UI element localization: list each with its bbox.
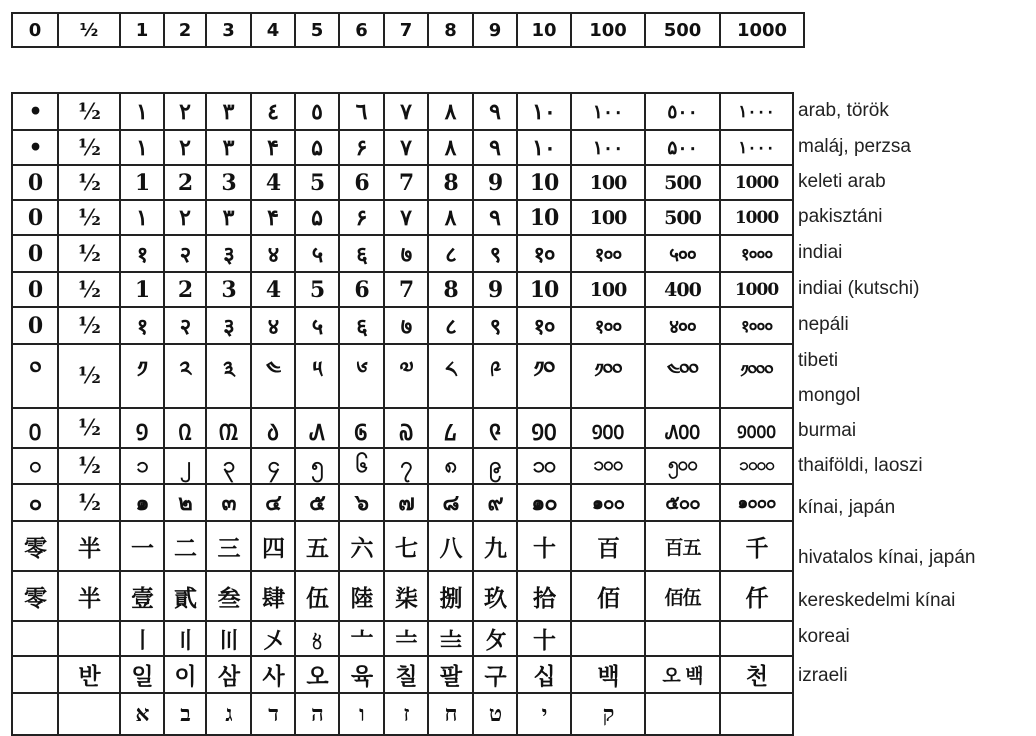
row-label: pakisztáni: [798, 205, 883, 227]
numeral-cell: 2: [164, 272, 206, 307]
numeral-cell: 七: [384, 521, 428, 571]
numeral-cell: 9: [473, 165, 517, 200]
row-label: arab, török: [798, 99, 889, 121]
numeral-cell: ๑๐๐๐: [720, 484, 793, 521]
numeral-cell: ג: [206, 693, 251, 735]
numeral-cell: 〨: [428, 621, 473, 656]
numeral-cell: ५: [295, 307, 339, 344]
numeral-row: [12, 165, 793, 200]
numeral-cell: ٦: [339, 93, 384, 130]
numeral-cell: ½: [58, 93, 120, 130]
row-label: hivatalos kínai, japán: [798, 547, 976, 568]
header-cell: 100: [571, 13, 645, 47]
numeral-cell: [12, 621, 58, 656]
numeral-cell: ၅: [295, 448, 339, 484]
header-cell: 1000: [720, 13, 804, 47]
row-label: indiai (kutschi): [798, 277, 920, 299]
numeral-cell: 100: [571, 200, 645, 235]
numeral-cell: 8: [428, 272, 473, 307]
numeral-cell: 一: [120, 521, 164, 571]
numeral-cell: [58, 693, 120, 735]
numeral-cell: ༤༠༠: [645, 344, 720, 408]
numeral-cell: ١: [120, 200, 164, 235]
numeral-cell: ٢: [164, 93, 206, 130]
numeral-cell: ၈: [428, 448, 473, 484]
numeral-cell: ½: [58, 235, 120, 272]
numeral-row: [12, 307, 793, 344]
numeral-cell: 零: [12, 521, 58, 571]
numeral-cell: ༧: [384, 344, 428, 408]
row-label: kereskedelmi kínai: [798, 589, 956, 611]
numeral-cell: 7: [384, 272, 428, 307]
numeral-cell: 佰: [571, 571, 645, 621]
numeral-cell: ᠔: [251, 408, 295, 448]
numeral-cell: ७: [384, 235, 428, 272]
numeral-cell: ๙: [473, 484, 517, 521]
numeral-cell: ༡༠: [517, 344, 571, 408]
row-label: kínai, japán: [798, 497, 896, 518]
numeral-cell: 柒: [384, 571, 428, 621]
numeral-cell: ५: [295, 235, 339, 272]
numeral-cell: 十: [517, 621, 571, 656]
numeral-cell: ١٠٠٠: [720, 130, 793, 165]
numeral-cell: ᠕᠐᠐: [645, 408, 720, 448]
numeral-cell: ٨: [428, 200, 473, 235]
numeral-cell: ½: [58, 165, 120, 200]
numeral-cell: १०: [517, 307, 571, 344]
numeral-cell: 九: [473, 521, 517, 571]
numeral-cell: १: [120, 235, 164, 272]
header-cell: 5: [295, 13, 339, 47]
numeral-cell: ४: [251, 235, 295, 272]
numeral-cell: ༣: [206, 344, 251, 408]
numeral-cell: ב: [164, 693, 206, 735]
numeral-cell: 仟: [720, 571, 793, 621]
numeral-cell: ᠗: [384, 408, 428, 448]
numeral-cell: 오 백: [645, 656, 720, 693]
numeral-cell: 0: [12, 272, 58, 307]
header-cell: 1: [120, 13, 164, 47]
numeral-cell: 千: [720, 521, 793, 571]
numeral-cell: ၇: [384, 448, 428, 484]
numeral-cell: ๕๐๐: [645, 484, 720, 521]
numeral-cell: ١٠٠٠: [720, 93, 793, 130]
numeral-row: [12, 571, 793, 621]
numeral-cell: 陸: [339, 571, 384, 621]
numeral-cell: 百五: [645, 521, 720, 571]
numeral-cell: ٢: [164, 200, 206, 235]
numeral-cell: 반: [58, 656, 120, 693]
numeral-cell: ᠑᠐᠐: [571, 408, 645, 448]
numeral-cell: [12, 693, 58, 735]
numeral-cell: ๘: [428, 484, 473, 521]
numeral-cell: ח: [428, 693, 473, 735]
numeral-cell: ٧: [384, 200, 428, 235]
numeral-cell: ٣: [206, 200, 251, 235]
numeral-cell: २: [164, 235, 206, 272]
numeral-cell: ๐: [12, 484, 58, 521]
numeral-cell: 5: [295, 165, 339, 200]
numeral-cell: 1000: [720, 165, 793, 200]
header-cell: 500: [645, 13, 720, 47]
numeral-cell: ๔: [251, 484, 295, 521]
numeral-cell: ٧: [384, 130, 428, 165]
numeral-cell: ၂: [164, 448, 206, 484]
numeral-cell: 伍: [295, 571, 339, 621]
numeral-cell: 1: [120, 272, 164, 307]
numeral-cell: 팔: [428, 656, 473, 693]
numeral-cell: ၃: [206, 448, 251, 484]
numeral-cell: 叁: [206, 571, 251, 621]
numeral-cell: १००: [571, 235, 645, 272]
numeral-cell: ၁: [120, 448, 164, 484]
numeral-row: [12, 200, 793, 235]
numeral-cell: ๑๐: [517, 484, 571, 521]
numeral-cell: ၄: [251, 448, 295, 484]
numeral-cell: ๓: [206, 484, 251, 521]
numeral-cell: ٥: [295, 93, 339, 130]
numeral-cell: ၁၀: [517, 448, 571, 484]
numeral-cell: ½: [58, 130, 120, 165]
numeral-cell: 이: [164, 656, 206, 693]
numeral-cell: 4: [251, 165, 295, 200]
numeral-cell: ٩: [473, 93, 517, 130]
numeral-cell: ٤: [251, 93, 295, 130]
numeral-cell: ᠑: [120, 408, 164, 448]
numeral-cell: ၁၀၀: [571, 448, 645, 484]
numeral-cell: ١: [120, 93, 164, 130]
numeral-cell: ה: [295, 693, 339, 735]
numeral-cell: ١: [120, 130, 164, 165]
numeral-cell: ၀: [12, 448, 58, 484]
numeral-cell: 오: [295, 656, 339, 693]
numeral-row: [12, 621, 793, 656]
numeral-cell: ᠐: [12, 408, 58, 448]
numeral-cell: 0: [12, 235, 58, 272]
numeral-cell: א: [120, 693, 164, 735]
numeral-cell: 〥: [295, 621, 339, 656]
numeral-cell: ๕: [295, 484, 339, 521]
numeral-cell: ༠: [12, 344, 58, 408]
numeral-cell: •: [12, 130, 58, 165]
numeral-cell: ༦: [339, 344, 384, 408]
numeral-cell: 7: [384, 165, 428, 200]
row-labels: [798, 92, 1034, 697]
numeral-cell: ١٠٠: [571, 93, 645, 130]
row-label: izraeli: [798, 665, 848, 686]
numeral-cell: ۴: [251, 130, 295, 165]
numeral-cell: ६: [339, 235, 384, 272]
numeral-cell: ༤: [251, 344, 295, 408]
numeral-cell: 八: [428, 521, 473, 571]
numeral-row: [12, 235, 793, 272]
numeral-cell: १०००: [720, 235, 793, 272]
numeral-cell: ½: [58, 272, 120, 307]
numeral-cell: ६: [339, 307, 384, 344]
numeral-row: [12, 272, 793, 307]
numeral-cell: ٧: [384, 93, 428, 130]
header-cell: 6: [339, 13, 384, 47]
numeral-cell: ۴: [251, 200, 295, 235]
numeral-cell: 10: [517, 165, 571, 200]
numeral-cell: 佰伍: [645, 571, 720, 621]
numeral-cell: 5: [295, 272, 339, 307]
numeral-cell: ७: [384, 307, 428, 344]
numeral-row: [12, 693, 793, 735]
numeral-cell: ८: [428, 235, 473, 272]
numeral-cell: ٩: [473, 200, 517, 235]
numeral-cell: ၆: [339, 448, 384, 484]
numeral-cell: 100: [571, 165, 645, 200]
numeral-cell: ۵: [295, 130, 339, 165]
numeral-cell: 〡: [120, 621, 164, 656]
numeral-cell: ٣: [206, 130, 251, 165]
numeral-cell: ५००: [645, 235, 720, 272]
numeral-cell: ۵٠٠: [645, 130, 720, 165]
numeral-cell: ༢: [164, 344, 206, 408]
numeral-cell: १०: [517, 235, 571, 272]
numeral-cell: 半: [58, 521, 120, 571]
header-cell: 9: [473, 13, 517, 47]
numeral-cell: 사: [251, 656, 295, 693]
numeral-cell: ༡༠༠༠: [720, 344, 793, 408]
row-label: maláj, perzsa: [798, 135, 911, 157]
numeral-cell: ๖: [339, 484, 384, 521]
numeral-cell: ١٠٠: [571, 130, 645, 165]
numeral-row: [12, 448, 793, 484]
numeral-cell: 〤: [251, 621, 295, 656]
numeral-cell: [12, 656, 58, 693]
numeral-cell: 구: [473, 656, 517, 693]
numeral-cell: ½: [58, 200, 120, 235]
numeral-cell: 4: [251, 272, 295, 307]
numeral-cell: ז: [384, 693, 428, 735]
numeral-cell: ८: [428, 307, 473, 344]
numeral-cell: 六: [339, 521, 384, 571]
numeral-cell: 10: [517, 272, 571, 307]
numeral-cell: 3: [206, 165, 251, 200]
numeral-cell: 천: [720, 656, 793, 693]
numeral-cell: ๒: [164, 484, 206, 521]
numeral-cell: ٥٠٠: [645, 93, 720, 130]
numeral-row: [12, 130, 793, 165]
numeral-row: [12, 408, 793, 448]
numeral-cell: १०००: [720, 307, 793, 344]
header-cell: ½: [58, 13, 120, 47]
numeral-cell: 9: [473, 272, 517, 307]
header-cell: 3: [206, 13, 251, 47]
header-cell: 4: [251, 13, 295, 47]
numeral-cell: ༨: [428, 344, 473, 408]
numeral-cell: •: [12, 93, 58, 130]
numeral-cell: ๗: [384, 484, 428, 521]
header-cell: 10: [517, 13, 571, 47]
numeral-cell: 0: [12, 307, 58, 344]
row-label: nepáli: [798, 313, 849, 335]
numeral-cell: ᠒: [164, 408, 206, 448]
numeral-cell: 2: [164, 165, 206, 200]
numeral-cell: [645, 693, 720, 735]
numeral-cell: १: [120, 307, 164, 344]
numeral-cell: 十: [517, 521, 571, 571]
numeral-cell: ק: [571, 693, 645, 735]
numeral-cell: 400: [645, 272, 720, 307]
numeral-cell: ༡: [120, 344, 164, 408]
numeral-cell: ४: [251, 307, 295, 344]
numeral-cell: ९: [473, 307, 517, 344]
row-label: mongol: [798, 384, 861, 406]
numeral-cell: ᠑᠐: [517, 408, 571, 448]
numeral-cell: [571, 621, 645, 656]
numeral-cell: ༡༠༠: [571, 344, 645, 408]
numeral-cell: 肆: [251, 571, 295, 621]
numeral-cell: ९: [473, 235, 517, 272]
numeral-row: [12, 656, 793, 693]
numeral-row: [12, 521, 793, 571]
numeral-cell: 貳: [164, 571, 206, 621]
numeral-cell: ٨: [428, 130, 473, 165]
numeral-cell: ३: [206, 235, 251, 272]
numeral-cell: 칠: [384, 656, 428, 693]
numeral-cell: ٩: [473, 130, 517, 165]
numeral-cell: ½: [58, 307, 120, 344]
numeral-cell: [645, 621, 720, 656]
numeral-cell: ½: [58, 484, 120, 521]
numeral-cell: ۶: [339, 200, 384, 235]
numeral-cell: 3: [206, 272, 251, 307]
numeral-cell: ۶: [339, 130, 384, 165]
numeral-header-table: [11, 12, 805, 48]
numeral-cell: 100: [571, 272, 645, 307]
header-cell: 7: [384, 13, 428, 47]
numeral-cell: 육: [339, 656, 384, 693]
header-cell: 0: [12, 13, 58, 47]
row-label: tibeti: [798, 349, 839, 371]
numeral-cell: 1000: [720, 272, 793, 307]
numeral-cell: 일: [120, 656, 164, 693]
numeral-cell: ו: [339, 693, 384, 735]
numeral-cell: ༥: [295, 344, 339, 408]
row-label: indiai: [798, 241, 843, 263]
numeral-cell: 拾: [517, 571, 571, 621]
numeral-cell: ᠑᠐᠐᠐: [720, 408, 793, 448]
numeral-cell: 1: [120, 165, 164, 200]
numeral-cell: 500: [645, 165, 720, 200]
header-cell: 2: [164, 13, 206, 47]
numeral-cell: ๑: [120, 484, 164, 521]
numeral-cell: 〢: [164, 621, 206, 656]
numeral-cell: ᠕: [295, 408, 339, 448]
numeral-cell: 6: [339, 165, 384, 200]
numeral-cell: 零: [12, 571, 58, 621]
numeral-cell: ၉: [473, 448, 517, 484]
numeral-cell: 半: [58, 571, 120, 621]
numeral-cell: 百: [571, 521, 645, 571]
row-label: thaiföldi, laoszi: [798, 455, 923, 476]
numeral-cell: ½: [58, 408, 120, 448]
numeral-cell: ๑๐๐: [571, 484, 645, 521]
numeral-row: [12, 344, 793, 408]
numeral-cell: ½: [58, 448, 120, 484]
numeral-cell: 玖: [473, 571, 517, 621]
numeral-cell: ד: [251, 693, 295, 735]
numeral-cell: ᠙: [473, 408, 517, 448]
numeral-cell: ၁၀၀၀: [720, 448, 793, 484]
numeral-cell: [720, 693, 793, 735]
numeral-cell: ١٠: [517, 93, 571, 130]
numeral-cell: 0: [12, 165, 58, 200]
row-label: keleti arab: [798, 170, 886, 192]
header-cell: 8: [428, 13, 473, 47]
numeral-rows: [12, 93, 793, 735]
header-row: [12, 13, 804, 47]
numeral-cell: 삼: [206, 656, 251, 693]
numeral-cell: 四: [251, 521, 295, 571]
numeral-cell: ٣: [206, 93, 251, 130]
numeral-cell: ༩: [473, 344, 517, 408]
numeral-cell: 捌: [428, 571, 473, 621]
numeral-row: [12, 484, 793, 521]
numeral-cell: 五: [295, 521, 339, 571]
numeral-cell: ٨: [428, 93, 473, 130]
numeral-cell: 십: [517, 656, 571, 693]
row-label: burmai: [798, 420, 857, 441]
row-label: koreai: [798, 625, 850, 647]
numeral-cell: 500: [645, 200, 720, 235]
numeral-cell: 1000: [720, 200, 793, 235]
numeral-cell: 백: [571, 656, 645, 693]
numeral-cell: 〣: [206, 621, 251, 656]
numeral-systems-table: [11, 92, 794, 736]
numeral-cell: 三: [206, 521, 251, 571]
numeral-cell: ३: [206, 307, 251, 344]
numeral-cell: 二: [164, 521, 206, 571]
numeral-cell: १००: [571, 307, 645, 344]
numeral-cell: 6: [339, 272, 384, 307]
numeral-cell: 〩: [473, 621, 517, 656]
numeral-cell: ט: [473, 693, 517, 735]
numeral-cell: २: [164, 307, 206, 344]
numeral-cell: ᠖: [339, 408, 384, 448]
numeral-cell: [58, 621, 120, 656]
numeral-row: [12, 93, 793, 130]
numeral-cell: ٢: [164, 130, 206, 165]
numeral-cell: ١٠: [517, 130, 571, 165]
numeral-cell: י: [517, 693, 571, 735]
numeral-cell: 〦: [339, 621, 384, 656]
numeral-cell: 10: [517, 200, 571, 235]
numeral-cell: ४००: [645, 307, 720, 344]
numeral-cell: ۵: [295, 200, 339, 235]
numeral-cell: [720, 621, 793, 656]
numeral-cell: 〧: [384, 621, 428, 656]
numeral-cell: 壹: [120, 571, 164, 621]
numeral-cell: ᠓: [206, 408, 251, 448]
numeral-cell: 8: [428, 165, 473, 200]
numeral-cell: 0: [12, 200, 58, 235]
numeral-cell: ½: [58, 344, 120, 408]
numeral-cell: ၅၀၀: [645, 448, 720, 484]
numeral-cell: ᠘: [428, 408, 473, 448]
